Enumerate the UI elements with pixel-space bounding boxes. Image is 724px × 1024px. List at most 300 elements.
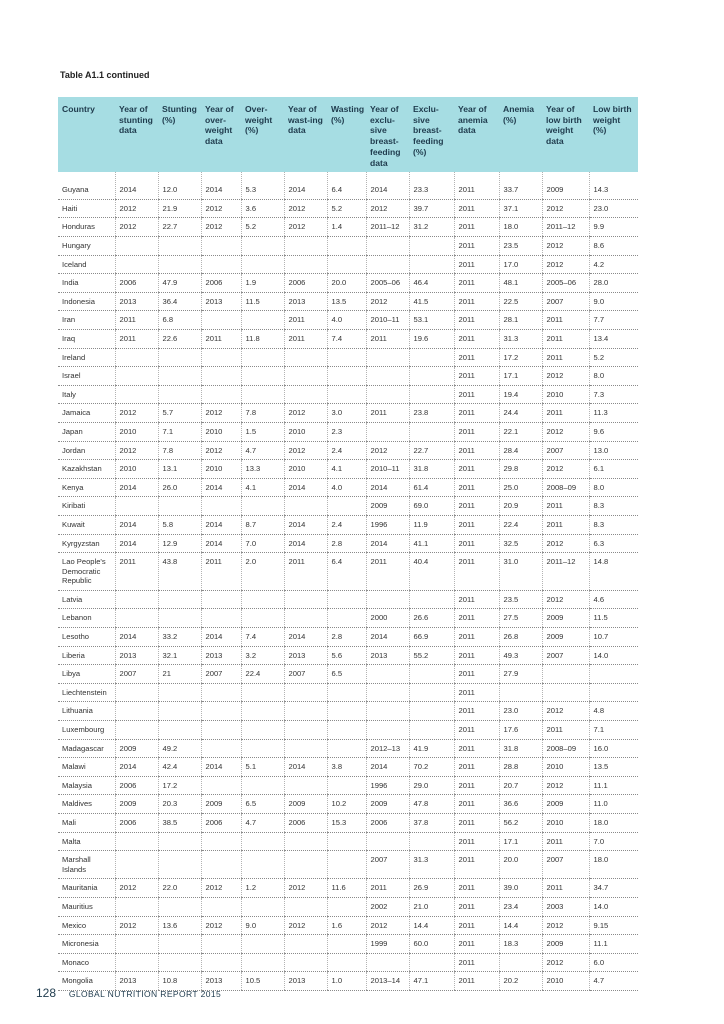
value-cell: 6.8 — [158, 311, 201, 330]
value-cell: 70.2 — [409, 758, 454, 777]
table-row — [58, 776, 638, 795]
country-cell: Luxembourg — [58, 721, 115, 740]
value-cell — [158, 851, 201, 879]
value-cell: 20.0 — [327, 274, 366, 293]
table-body — [58, 172, 638, 990]
value-cell: 14.8 — [589, 553, 638, 591]
value-cell: 22.0 — [158, 879, 201, 898]
value-cell: 2011 — [454, 609, 499, 628]
value-cell — [201, 776, 241, 795]
value-cell: 7.0 — [241, 534, 284, 553]
value-cell: 29.8 — [499, 460, 542, 479]
value-cell — [158, 237, 201, 256]
value-cell: 2011 — [366, 553, 409, 591]
table-row — [58, 534, 638, 553]
value-cell: 2.8 — [327, 534, 366, 553]
table-row — [58, 609, 638, 628]
value-cell: 2011 — [454, 274, 499, 293]
country-cell: Lithuania — [58, 702, 115, 721]
value-cell — [589, 665, 638, 684]
value-cell — [201, 953, 241, 972]
value-cell: 2011 — [542, 404, 589, 423]
value-cell: 7.8 — [158, 441, 201, 460]
value-cell: 49.3 — [499, 646, 542, 665]
value-cell: 2.8 — [327, 628, 366, 647]
value-cell — [284, 237, 327, 256]
value-cell: 39.0 — [499, 879, 542, 898]
value-cell: 2012 — [366, 199, 409, 218]
value-cell — [158, 897, 201, 916]
value-cell — [241, 851, 284, 879]
page-footer — [36, 986, 221, 1000]
value-cell — [241, 935, 284, 954]
value-cell: 26.0 — [158, 478, 201, 497]
country-cell: Kuwait — [58, 515, 115, 534]
column-header: Exclu-sive breast-feeding (%) — [409, 97, 454, 172]
country-cell: Lesotho — [58, 628, 115, 647]
country-cell: Haiti — [58, 199, 115, 218]
column-header: Country — [58, 97, 115, 172]
value-cell — [327, 832, 366, 851]
value-cell: 2009 — [542, 628, 589, 647]
value-cell — [158, 721, 201, 740]
value-cell: 2012 — [115, 879, 158, 898]
table-row — [58, 478, 638, 497]
value-cell: 2012 — [542, 422, 589, 441]
value-cell — [241, 683, 284, 702]
value-cell: 4.7 — [589, 972, 638, 991]
value-cell: 9.6 — [589, 422, 638, 441]
value-cell: 2011 — [454, 218, 499, 237]
value-cell: 1.5 — [241, 422, 284, 441]
table-row — [58, 851, 638, 879]
value-cell: 31.3 — [409, 851, 454, 879]
value-cell: 7.8 — [241, 404, 284, 423]
value-cell — [327, 935, 366, 954]
value-cell: 23.5 — [499, 590, 542, 609]
value-cell: 3.0 — [327, 404, 366, 423]
value-cell: 2014 — [115, 534, 158, 553]
value-cell — [241, 739, 284, 758]
value-cell: 6.4 — [327, 553, 366, 591]
value-cell: 33.2 — [158, 628, 201, 647]
table-row — [58, 758, 638, 777]
value-cell: 2011 — [454, 832, 499, 851]
value-cell: 7.1 — [158, 422, 201, 441]
country-cell: Indonesia — [58, 292, 115, 311]
value-cell: 33.7 — [499, 172, 542, 199]
value-cell: 2012 — [542, 255, 589, 274]
table-row — [58, 255, 638, 274]
value-cell: 28.0 — [589, 274, 638, 293]
value-cell: 18.3 — [499, 935, 542, 954]
running-title: GLOBAL NUTRITION REPORT 2015 — [68, 989, 222, 999]
value-cell: 17.2 — [499, 348, 542, 367]
value-cell — [284, 721, 327, 740]
value-cell: 5.7 — [158, 404, 201, 423]
value-cell — [158, 683, 201, 702]
country-cell: Ireland — [58, 348, 115, 367]
value-cell: 2012 — [115, 218, 158, 237]
value-cell: 1996 — [366, 515, 409, 534]
value-cell: 2013–14 — [366, 972, 409, 991]
value-cell: 1.9 — [241, 274, 284, 293]
value-cell: 2014 — [201, 172, 241, 199]
value-cell — [499, 683, 542, 702]
value-cell: 21 — [158, 665, 201, 684]
value-cell: 11.9 — [409, 515, 454, 534]
value-cell: 2010 — [284, 460, 327, 479]
value-cell: 47.1 — [409, 972, 454, 991]
value-cell: 2011 — [454, 665, 499, 684]
value-cell: 11.5 — [241, 292, 284, 311]
value-cell — [201, 851, 241, 879]
column-header: Stunting (%) — [158, 97, 201, 172]
value-cell — [115, 348, 158, 367]
value-cell: 2011 — [454, 367, 499, 386]
value-cell — [284, 851, 327, 879]
value-cell: 2012–13 — [366, 739, 409, 758]
value-cell — [284, 497, 327, 516]
value-cell — [158, 953, 201, 972]
value-cell: 2014 — [366, 534, 409, 553]
value-cell — [284, 609, 327, 628]
value-cell — [284, 953, 327, 972]
table-row — [58, 367, 638, 386]
value-cell — [366, 590, 409, 609]
value-cell: 9.0 — [589, 292, 638, 311]
value-cell — [241, 832, 284, 851]
value-cell — [366, 953, 409, 972]
value-cell: 2011 — [115, 553, 158, 591]
value-cell — [284, 935, 327, 954]
value-cell — [115, 897, 158, 916]
value-cell: 2012 — [284, 404, 327, 423]
value-cell: 7.0 — [589, 832, 638, 851]
table-row — [58, 953, 638, 972]
value-cell: 2.3 — [327, 422, 366, 441]
value-cell: 10.8 — [158, 972, 201, 991]
value-cell — [366, 237, 409, 256]
country-cell: Israel — [58, 367, 115, 386]
value-cell: 31.3 — [499, 329, 542, 348]
value-cell: 39.7 — [409, 199, 454, 218]
value-cell — [499, 953, 542, 972]
value-cell: 2014 — [201, 515, 241, 534]
value-cell: 2014 — [284, 628, 327, 647]
value-cell: 2012 — [542, 460, 589, 479]
value-cell — [241, 367, 284, 386]
value-cell: 8.7 — [241, 515, 284, 534]
value-cell: 2013 — [115, 646, 158, 665]
country-cell: India — [58, 274, 115, 293]
value-cell: 20.0 — [499, 851, 542, 879]
value-cell: 8.3 — [589, 497, 638, 516]
value-cell: 2011 — [454, 879, 499, 898]
value-cell: 2011 — [454, 972, 499, 991]
country-cell: Mexico — [58, 916, 115, 935]
value-cell: 2014 — [366, 478, 409, 497]
value-cell: 2012 — [542, 702, 589, 721]
value-cell: 2013 — [366, 646, 409, 665]
value-cell: 3.8 — [327, 758, 366, 777]
value-cell: 2009 — [542, 935, 589, 954]
value-cell: 2011–12 — [542, 553, 589, 591]
table-row — [58, 628, 638, 647]
value-cell — [115, 590, 158, 609]
value-cell: 41.1 — [409, 534, 454, 553]
value-cell: 2011 — [454, 814, 499, 833]
value-cell — [115, 367, 158, 386]
value-cell: 2010–11 — [366, 311, 409, 330]
value-cell: 2012 — [284, 879, 327, 898]
value-cell: 2009 — [366, 497, 409, 516]
value-cell: 2011 — [454, 385, 499, 404]
value-cell: 22.5 — [499, 292, 542, 311]
value-cell — [284, 385, 327, 404]
value-cell — [158, 255, 201, 274]
value-cell: 21.0 — [409, 897, 454, 916]
value-cell: 31.8 — [499, 739, 542, 758]
value-cell: 2011 — [454, 739, 499, 758]
value-cell — [241, 348, 284, 367]
value-cell: 37.1 — [499, 199, 542, 218]
value-cell: 26.6 — [409, 609, 454, 628]
value-cell: 2011 — [454, 935, 499, 954]
table-row — [58, 460, 638, 479]
value-cell: 16.0 — [589, 739, 638, 758]
value-cell — [284, 897, 327, 916]
value-cell: 2009 — [201, 795, 241, 814]
value-cell: 2012 — [284, 916, 327, 935]
value-cell: 13.5 — [589, 758, 638, 777]
value-cell: 2011 — [454, 721, 499, 740]
value-cell: 18.0 — [589, 814, 638, 833]
value-cell — [201, 702, 241, 721]
value-cell: 13.0 — [589, 441, 638, 460]
value-cell: 2011 — [454, 628, 499, 647]
value-cell: 7.4 — [241, 628, 284, 647]
country-cell: Liechtenstein — [58, 683, 115, 702]
value-cell — [158, 832, 201, 851]
value-cell: 2012 — [201, 218, 241, 237]
table-row — [58, 311, 638, 330]
value-cell — [327, 702, 366, 721]
value-cell: 2014 — [201, 758, 241, 777]
value-cell — [409, 953, 454, 972]
value-cell: 2013 — [115, 972, 158, 991]
value-cell: 2011 — [454, 255, 499, 274]
value-cell — [327, 739, 366, 758]
country-cell: Mongolia — [58, 972, 115, 991]
value-cell — [327, 721, 366, 740]
column-header: Year of over-weight data — [201, 97, 241, 172]
value-cell: 2007 — [366, 851, 409, 879]
table-header — [58, 97, 638, 172]
value-cell: 2009 — [542, 795, 589, 814]
value-cell — [366, 832, 409, 851]
value-cell: 2011 — [454, 553, 499, 591]
value-cell — [241, 609, 284, 628]
value-cell: 2014 — [201, 628, 241, 647]
value-cell: 4.0 — [327, 478, 366, 497]
value-cell — [115, 255, 158, 274]
value-cell: 42.4 — [158, 758, 201, 777]
value-cell: 2011 — [542, 515, 589, 534]
value-cell — [284, 683, 327, 702]
column-header: Year of low birth weight data — [542, 97, 589, 172]
value-cell: 2012 — [542, 916, 589, 935]
value-cell — [158, 367, 201, 386]
value-cell: 2000 — [366, 609, 409, 628]
value-cell: 6.3 — [589, 534, 638, 553]
value-cell: 2011 — [454, 590, 499, 609]
value-cell: 17.0 — [499, 255, 542, 274]
value-cell: 2011 — [454, 497, 499, 516]
table-row — [58, 172, 638, 199]
value-cell — [409, 367, 454, 386]
value-cell: 32.1 — [158, 646, 201, 665]
table-caption: Table A1.1 continued — [60, 70, 150, 80]
value-cell: 2010 — [542, 385, 589, 404]
column-header: Anemia (%) — [499, 97, 542, 172]
value-cell: 2011 — [454, 702, 499, 721]
country-cell: Mali — [58, 814, 115, 833]
column-header: Year of stunting data — [115, 97, 158, 172]
country-cell: Hungary — [58, 237, 115, 256]
value-cell: 1.4 — [327, 218, 366, 237]
column-header: Year of exclu-sive breast-feeding data — [366, 97, 409, 172]
value-cell: 2013 — [201, 972, 241, 991]
value-cell — [327, 348, 366, 367]
value-cell: 2014 — [284, 515, 327, 534]
value-cell: 26.9 — [409, 879, 454, 898]
value-cell: 2011 — [454, 795, 499, 814]
value-cell: 2006 — [115, 776, 158, 795]
value-cell: 2006 — [201, 274, 241, 293]
value-cell: 2011 — [454, 199, 499, 218]
value-cell: 2011 — [454, 776, 499, 795]
country-cell: Marshall Islands — [58, 851, 115, 879]
value-cell: 13.6 — [158, 916, 201, 935]
value-cell — [284, 348, 327, 367]
value-cell: 5.2 — [241, 218, 284, 237]
value-cell: 69.0 — [409, 497, 454, 516]
value-cell: 2012 — [284, 441, 327, 460]
value-cell: 10.5 — [241, 972, 284, 991]
table-row — [58, 665, 638, 684]
value-cell — [409, 237, 454, 256]
value-cell — [327, 497, 366, 516]
value-cell: 41.5 — [409, 292, 454, 311]
table-row — [58, 739, 638, 758]
value-cell: 15.3 — [327, 814, 366, 833]
value-cell: 2011 — [454, 237, 499, 256]
country-cell: Mauritius — [58, 897, 115, 916]
value-cell: 17.1 — [499, 367, 542, 386]
value-cell: 2014 — [201, 478, 241, 497]
value-cell: 14.0 — [589, 646, 638, 665]
value-cell: 2011 — [454, 534, 499, 553]
value-cell: 12.9 — [158, 534, 201, 553]
value-cell — [158, 385, 201, 404]
value-cell: 13.3 — [241, 460, 284, 479]
value-cell — [201, 385, 241, 404]
value-cell: 2013 — [284, 292, 327, 311]
value-cell: 1.0 — [327, 972, 366, 991]
value-cell — [409, 590, 454, 609]
value-cell: 2011 — [115, 329, 158, 348]
value-cell — [241, 237, 284, 256]
table-row — [58, 348, 638, 367]
value-cell: 5.3 — [241, 172, 284, 199]
value-cell: 4.2 — [589, 255, 638, 274]
value-cell — [409, 683, 454, 702]
country-cell: Kiribati — [58, 497, 115, 516]
value-cell — [409, 721, 454, 740]
value-cell: 2012 — [366, 916, 409, 935]
column-header: Wasting (%) — [327, 97, 366, 172]
value-cell: 28.4 — [499, 441, 542, 460]
table-row — [58, 935, 638, 954]
value-cell: 2006 — [115, 274, 158, 293]
value-cell: 4.7 — [241, 814, 284, 833]
value-cell — [327, 851, 366, 879]
country-cell: Maldives — [58, 795, 115, 814]
value-cell: 2014 — [284, 758, 327, 777]
value-cell: 2010 — [542, 972, 589, 991]
value-cell: 2012 — [201, 916, 241, 935]
value-cell: 1996 — [366, 776, 409, 795]
country-cell: Honduras — [58, 218, 115, 237]
value-cell: 2012 — [201, 199, 241, 218]
value-cell: 8.6 — [589, 237, 638, 256]
value-cell: 2006 — [201, 814, 241, 833]
value-cell — [327, 590, 366, 609]
value-cell: 11.1 — [589, 935, 638, 954]
value-cell: 8.0 — [589, 478, 638, 497]
value-cell — [327, 385, 366, 404]
column-header: Year of anemia data — [454, 97, 499, 172]
value-cell: 18.0 — [499, 218, 542, 237]
country-cell: Lao People's Democratic Republic — [58, 553, 115, 591]
value-cell: 34.7 — [589, 879, 638, 898]
value-cell — [327, 367, 366, 386]
value-cell: 38.5 — [158, 814, 201, 833]
value-cell: 17.6 — [499, 721, 542, 740]
value-cell — [409, 255, 454, 274]
value-cell — [241, 311, 284, 330]
value-cell: 49.2 — [158, 739, 201, 758]
value-cell: 2011 — [366, 879, 409, 898]
country-cell: Japan — [58, 422, 115, 441]
value-cell — [115, 953, 158, 972]
value-cell: 4.7 — [241, 441, 284, 460]
value-cell — [284, 832, 327, 851]
value-cell: 24.4 — [499, 404, 542, 423]
table-row — [58, 237, 638, 256]
value-cell: 2011 — [454, 515, 499, 534]
table-row — [58, 721, 638, 740]
country-cell: Kyrgyzstan — [58, 534, 115, 553]
value-cell: 2009 — [366, 795, 409, 814]
value-cell: 2014 — [366, 628, 409, 647]
value-cell: 5.6 — [327, 646, 366, 665]
value-cell: 23.3 — [409, 172, 454, 199]
value-cell: 2011 — [542, 721, 589, 740]
value-cell: 47.8 — [409, 795, 454, 814]
value-cell — [241, 721, 284, 740]
